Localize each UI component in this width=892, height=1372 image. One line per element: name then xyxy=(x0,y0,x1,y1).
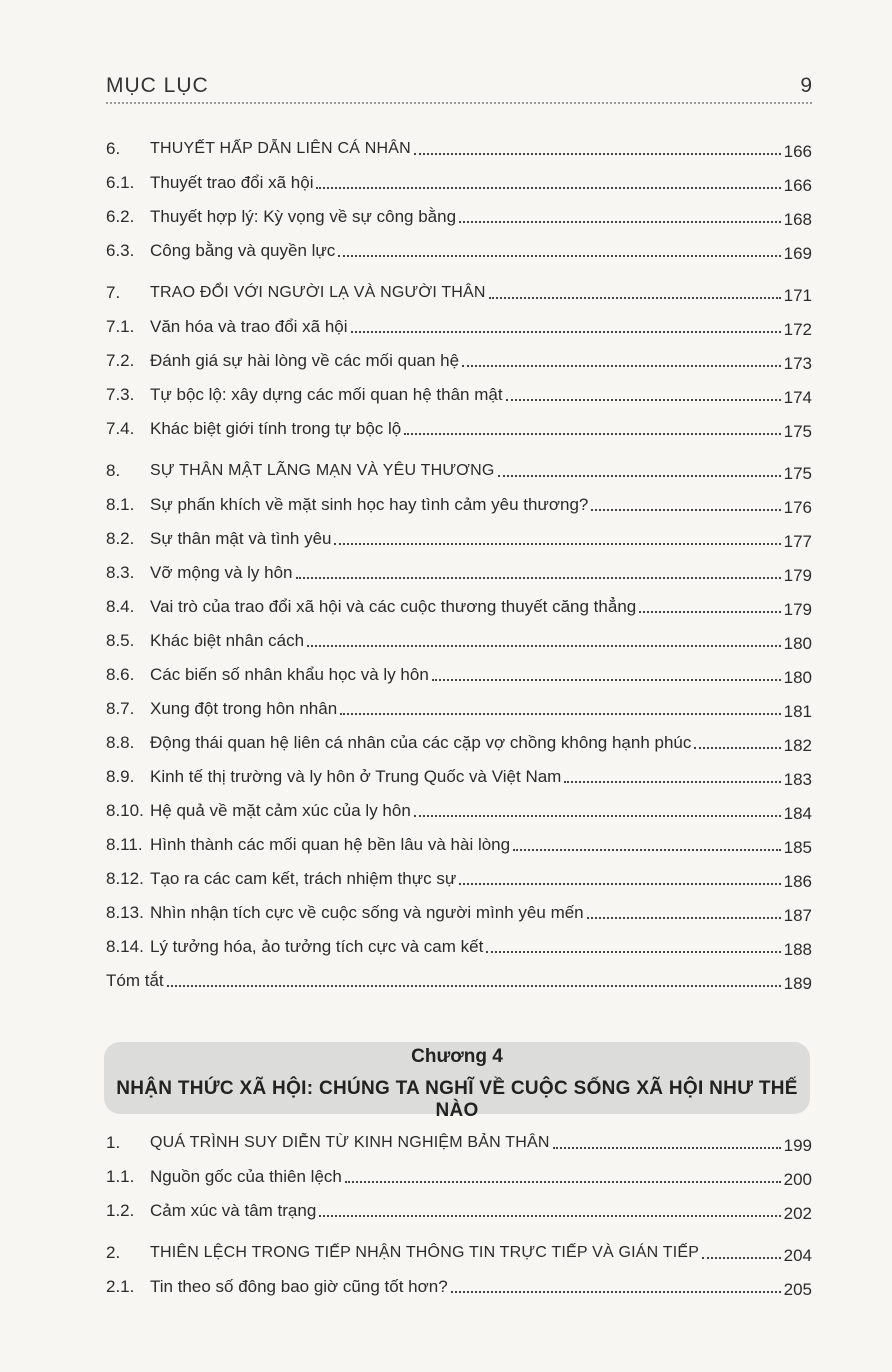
entry-page: 200 xyxy=(783,1170,812,1189)
entry-page: 175 xyxy=(783,422,812,441)
toc-entry xyxy=(106,520,812,554)
toc-entry xyxy=(106,860,812,894)
toc-entry xyxy=(106,274,812,308)
dot-leader xyxy=(432,679,781,681)
dot-leader xyxy=(591,509,780,511)
dot-leader xyxy=(506,399,781,401)
entry-title: Sự phấn khích về mặt sinh học hay tình cảm yêu thương? xyxy=(150,495,589,514)
entry-title: Động thái quan hệ liên cá nhân của các cặp vợ chồng không hạnh phúc xyxy=(150,733,692,752)
entry-page: 186 xyxy=(783,872,812,891)
entry-number: 8.5. xyxy=(106,631,135,650)
dot-leader xyxy=(486,951,780,953)
entry-title: Vai trò của trao đổi xã hội và các cuộc thương thuyết căng thẳng xyxy=(150,597,637,616)
entry-title: Cảm xúc và tâm trạng xyxy=(150,1201,317,1220)
entry-title: Hình thành các mối quan hệ bền lâu và hài lòng xyxy=(150,835,511,854)
entry-title: Nhìn nhận tích cực về cuộc sống và người mình yêu mến xyxy=(150,903,584,922)
entry-page: 169 xyxy=(783,244,812,263)
entry-number: 8.4. xyxy=(106,597,135,616)
entry-number: 6.2. xyxy=(106,207,135,226)
dot-leader xyxy=(345,1181,781,1183)
entry-page: 205 xyxy=(783,1280,812,1299)
entry-page: 184 xyxy=(783,804,812,823)
toc-entry xyxy=(106,894,812,928)
entry-number: 8.8. xyxy=(106,733,135,752)
toc-entry xyxy=(106,130,812,164)
dot-leader xyxy=(459,221,781,223)
entry-page: 183 xyxy=(783,770,812,789)
toc-entry xyxy=(106,308,812,342)
chapter-title: NHẬN THỨC XÃ HỘI: CHÚNG TA NGHĨ VỀ CUỘC SỐNG XÃ HỘI NHƯ THẾ NÀO xyxy=(116,1078,798,1121)
entry-title: Thuyết hợp lý: Kỳ vọng về sự công bằng xyxy=(150,207,457,226)
entry-page: 179 xyxy=(783,600,812,619)
dot-leader xyxy=(334,543,780,545)
entry-page: 180 xyxy=(783,668,812,687)
entry-page: 168 xyxy=(783,210,812,229)
entry-number: 1.2. xyxy=(106,1201,135,1220)
toc-entry xyxy=(106,792,812,826)
entry-page: 166 xyxy=(783,142,812,161)
entry-number: 8.3. xyxy=(106,563,135,582)
dot-leader xyxy=(462,365,781,367)
dot-leader xyxy=(338,255,780,257)
entry-title: Đánh giá sự hài lòng về các mối quan hệ xyxy=(150,351,460,370)
toc-entry xyxy=(106,1124,812,1158)
entry-page: 199 xyxy=(783,1136,812,1155)
entry-page: 177 xyxy=(783,532,812,551)
entry-title: Công bằng và quyền lực xyxy=(150,241,336,260)
toc-entry xyxy=(106,554,812,588)
entry-number: 2. xyxy=(106,1243,121,1262)
toc-entry xyxy=(106,962,812,996)
entry-page: 187 xyxy=(783,906,812,925)
entry-number: 6.1. xyxy=(106,173,135,192)
entry-number: 8. xyxy=(106,461,121,480)
dot-leader xyxy=(340,713,780,715)
toc-entry xyxy=(106,1158,812,1192)
dot-leader xyxy=(414,153,781,155)
entry-title: THIÊN LỆCH TRONG TIẾP NHẬN THÔNG TIN TRỰC TIẾP VÀ GIÁN TIẾP xyxy=(150,1244,700,1261)
dot-leader xyxy=(319,1215,780,1217)
dot-leader xyxy=(351,331,781,333)
dot-leader xyxy=(316,187,780,189)
entry-title: Nguồn gốc của thiên lệch xyxy=(150,1167,342,1186)
toc-entry xyxy=(106,690,812,724)
entry-page: 204 xyxy=(783,1246,812,1265)
dot-leader xyxy=(587,917,781,919)
entry-number: 1.1. xyxy=(106,1167,135,1186)
entry-number: 8.9. xyxy=(106,767,135,786)
toc-entry xyxy=(106,198,812,232)
entry-title: Khác biệt giới tính trong tự bộc lộ xyxy=(150,419,402,438)
entry-page: 182 xyxy=(783,736,812,755)
entry-title: Thuyết trao đổi xã hội xyxy=(150,173,314,192)
entry-page: 181 xyxy=(783,702,812,721)
dot-leader xyxy=(307,645,781,647)
toc-entry xyxy=(106,232,812,266)
entry-number: 8.12. xyxy=(106,869,144,888)
toc-entry xyxy=(106,826,812,860)
entry-number: 7.3. xyxy=(106,385,135,404)
entry-number: 8.6. xyxy=(106,665,135,684)
entry-title: Hệ quả về mặt cảm xúc của ly hôn xyxy=(150,801,411,820)
entry-title: Lý tưởng hóa, ảo tưởng tích cực và cam kết xyxy=(150,937,484,956)
toc-entry xyxy=(106,724,812,758)
page-number: 9 xyxy=(800,74,812,97)
toc-entry xyxy=(106,1192,812,1226)
toc-entry xyxy=(106,588,812,622)
entry-page: 166 xyxy=(783,176,812,195)
dot-leader xyxy=(296,577,781,579)
chapter-banner xyxy=(104,1042,810,1121)
toc-entry xyxy=(106,164,812,198)
entry-number: 8.2. xyxy=(106,529,135,548)
entry-number: 8.10. xyxy=(106,801,144,820)
entry-title: Tạo ra các cam kết, trách nhiệm thực sự xyxy=(150,869,457,888)
entry-number: 8.14. xyxy=(106,937,144,956)
running-title: MỤC LỤC xyxy=(106,74,209,97)
entry-page: 179 xyxy=(783,566,812,585)
entry-number: 7.2. xyxy=(106,351,135,370)
toc-entry xyxy=(106,656,812,690)
entry-title: Tóm tắt xyxy=(106,971,164,990)
chapter-number: Chương 4 xyxy=(411,1046,503,1067)
entry-number: 7.4. xyxy=(106,419,135,438)
dot-leader xyxy=(459,883,780,885)
entry-number: 2.1. xyxy=(106,1277,135,1296)
dot-leader xyxy=(639,611,780,613)
entry-title: Sự thân mật và tình yêu xyxy=(150,529,332,548)
entry-page: 175 xyxy=(783,464,812,483)
entry-page: 189 xyxy=(783,974,812,993)
dot-leader xyxy=(451,1291,781,1293)
toc-entry xyxy=(106,486,812,520)
entry-number: 6. xyxy=(106,139,121,158)
toc-entry xyxy=(106,376,812,410)
entry-title: Khác biệt nhân cách xyxy=(150,631,305,650)
dot-leader xyxy=(513,849,781,851)
dot-leader xyxy=(553,1147,781,1149)
dot-leader xyxy=(414,815,781,817)
dot-leader xyxy=(498,475,781,477)
entry-page: 173 xyxy=(783,354,812,373)
entry-number: 7. xyxy=(106,283,121,302)
entry-number: 1. xyxy=(106,1133,121,1152)
entry-title: Các biến số nhân khẩu học và ly hôn xyxy=(150,665,429,684)
entry-title: TRAO ĐỔI VỚI NGƯỜI LẠ VÀ NGƯỜI THÂN xyxy=(150,284,486,301)
toc-entry xyxy=(106,622,812,656)
entry-number: 8.11. xyxy=(106,835,143,854)
entry-title: Văn hóa và trao đổi xã hội xyxy=(150,317,348,336)
entry-page: 180 xyxy=(783,634,812,653)
toc-entry xyxy=(106,1268,812,1302)
dot-leader xyxy=(694,747,780,749)
entry-title: Vỡ mộng và ly hôn xyxy=(150,563,293,582)
entry-title: Kinh tế thị trường và ly hôn ở Trung Quốc và Việt Nam xyxy=(150,767,562,786)
entry-page: 188 xyxy=(783,940,812,959)
entry-page: 172 xyxy=(783,320,812,339)
entry-number: 7.1. xyxy=(106,317,135,336)
entry-page: 202 xyxy=(783,1204,812,1223)
entry-page: 174 xyxy=(783,388,812,407)
entry-page: 185 xyxy=(783,838,812,857)
dot-leader xyxy=(167,985,781,987)
page-header xyxy=(106,72,812,104)
toc-entry xyxy=(106,928,812,962)
toc-list-chapter-4 xyxy=(106,1124,812,1302)
dot-leader xyxy=(564,781,780,783)
toc-entry xyxy=(106,410,812,444)
entry-number: 6.3. xyxy=(106,241,135,260)
toc-entry xyxy=(106,342,812,376)
entry-title: SỰ THÂN MẬT LÃNG MẠN VÀ YÊU THƯƠNG xyxy=(150,462,495,479)
toc-list xyxy=(106,130,812,996)
entry-title: THUYẾT HẤP DẪN LIÊN CÁ NHÂN xyxy=(150,140,411,157)
toc-entry xyxy=(106,1234,812,1268)
dot-leader xyxy=(404,433,780,435)
entry-number: 8.13. xyxy=(106,903,144,922)
entry-title: Tin theo số đông bao giờ cũng tốt hơn? xyxy=(150,1277,448,1296)
entry-title: Xung đột trong hôn nhân xyxy=(150,699,338,718)
entry-page: 171 xyxy=(783,286,812,305)
entry-page: 176 xyxy=(783,498,812,517)
toc-entry xyxy=(106,452,812,486)
entry-title: QUÁ TRÌNH SUY DIỄN TỪ KINH NGHIỆM BẢN THÂN xyxy=(150,1134,550,1151)
entry-title: Tự bộc lộ: xây dựng các mối quan hệ thân mật xyxy=(150,385,503,404)
toc-entry xyxy=(106,758,812,792)
dot-leader xyxy=(702,1257,780,1259)
dot-leader xyxy=(489,297,781,299)
entry-number: 8.1. xyxy=(106,495,135,514)
entry-number: 8.7. xyxy=(106,699,135,718)
